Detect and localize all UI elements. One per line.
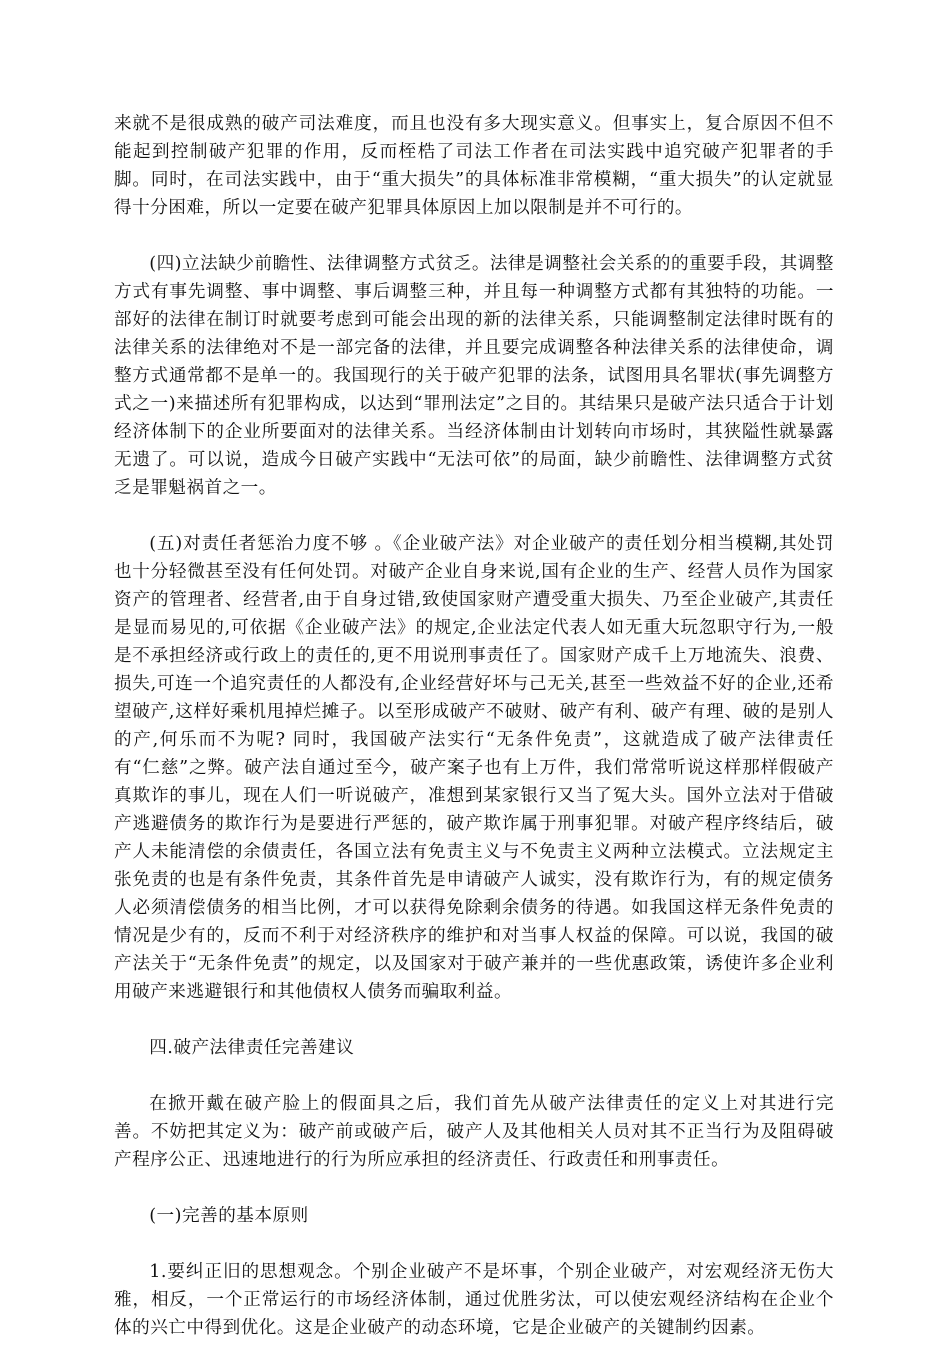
paragraph-principle-1: 1.要纠正旧的思想观念。个别企业破产不是坏事，个别企业破产，对宏观经济无伤大雅，相反，一个正常运行的市场经济体制，通过优胜劣汰，可以使宏观经济结构在企业个体的兴亡中得到优化。这是企业破产的动态环境，它是企业破产的关键制约因素。 bbox=[114, 1262, 834, 1338]
subsection-heading-1: (一)完善的基本原则 bbox=[149, 1206, 309, 1226]
paragraph-section-4: (四)立法缺少前瞻性、法律调整方式贫乏。法律是调整社会关系的的重要手段，其调整方式有事先调整、事中调整、事后调整三种，并且每一种调整方式都有其独特的功能。一部好的法律在制订时就要考虑到可能会出现的新的法律关系，只能调整制定法律时既有的法律关系的法律绝对不是一部完备的法律，并且要完成调整各种法律关系的法律使命，调整方式通常都不是单一的。我国现行的关于破产犯罪的法条，试图用具名罪状(事先调整方式之一)来描述所有犯罪构成，以达到“罪刑法定”之目的。其结果只是破产法只适合于计划经济体制下的企业所要面对的法律关系。当经济体制由计划转向市场时，其狭隘性就暴露无遗了。可以说，造成今日破产实践中“无法可依”的局面，缺少前瞻性、法律调整方式贫乏是罪魁祸首之一。 bbox=[114, 254, 834, 498]
section-heading-4: 四.破产法律责任完善建议 bbox=[149, 1038, 355, 1058]
document-body bbox=[114, 110, 834, 1370]
paragraph-definition: 在掀开戴在破产脸上的假面具之后，我们首先从破产法律责任的定义上对其进行完善。不妨把其定义为：破产前或破产后，破产人及其他相关人员对其不正当行为及阻碍破产程序公正、迅速地进行的行为所应承担的经济责任、行政责任和刑事责任。 bbox=[114, 1094, 834, 1170]
paragraph-section-5: (五)对责任者惩治力度不够 。《企业破产法》对企业破产的责任划分相当模糊,其处罚也十分轻微甚至没有任何处罚。对破产企业自身来说,国有企业的生产、经营人员作为国家资产的管理者、经营者,由于自身过错,致使国家财产遭受重大损失、乃至企业破产,其责任是显而易见的,可依据《企业破产法》的规定,企业法定代表人如无重大玩忽职守行为,一般是不承担经济或行政上的责任的,更不用说刑事责任了。国家财产成千上万地流失、浪费、损失,可连一个追究责任的人都没有,企业经营好坏与己无关,甚至一些效益不好的企业,还希望破产,这样好乘机甩掉烂摊子。以至形成破产不破财、破产有利、破产有理、破的是别人的产,何乐而不为呢? 同时，我国破产法实行“无条件免责”，这就造成了破产法律责任有“仁慈”之弊。破产法自通过至今，破产案子也有上万件，我们常常听说这样那样假破产真欺诈的事儿，现在人们一听说破产，准想到某家银行又当了冤大头。国外立法对于借破产逃避债务的欺诈行为是要进行严惩的，破产欺诈属于刑事犯罪。对破产程序终结后，破产人未能清偿的余债责任，各国立法有免责主义与不免责主义两种立法模式。立法规定主张免责的也是有条件免责，其条件首先是申请破产人诚实，没有欺诈行为，有的规定债务人必须清偿债务的相当比例，才可以获得免除剩余债务的待遇。如我国这样无条件免责的情况是少有的，反而不利于对经济秩序的维护和对当事人权益的保障。可以说，我国的破产法关于“无条件免责”的规定，以及国家对于破产兼并的一些优惠政策，诱使许多企业利用破产来逃避银行和其他债权人债务而骗取利益。 bbox=[114, 534, 834, 1002]
paragraph-continuation: 来就不是很成熟的破产司法难度，而且也没有多大现实意义。但事实上，复合原因不但不能起到控制破产犯罪的作用，反而桎梏了司法工作者在司法实践中追究破产犯罪者的手脚。同时，在司法实践中，由于“重大损失”的具体标准非常模糊，“重大损失”的认定就显得十分困难，所以一定要在破产犯罪具体原因上加以限制是并不可行的。 bbox=[114, 114, 834, 218]
